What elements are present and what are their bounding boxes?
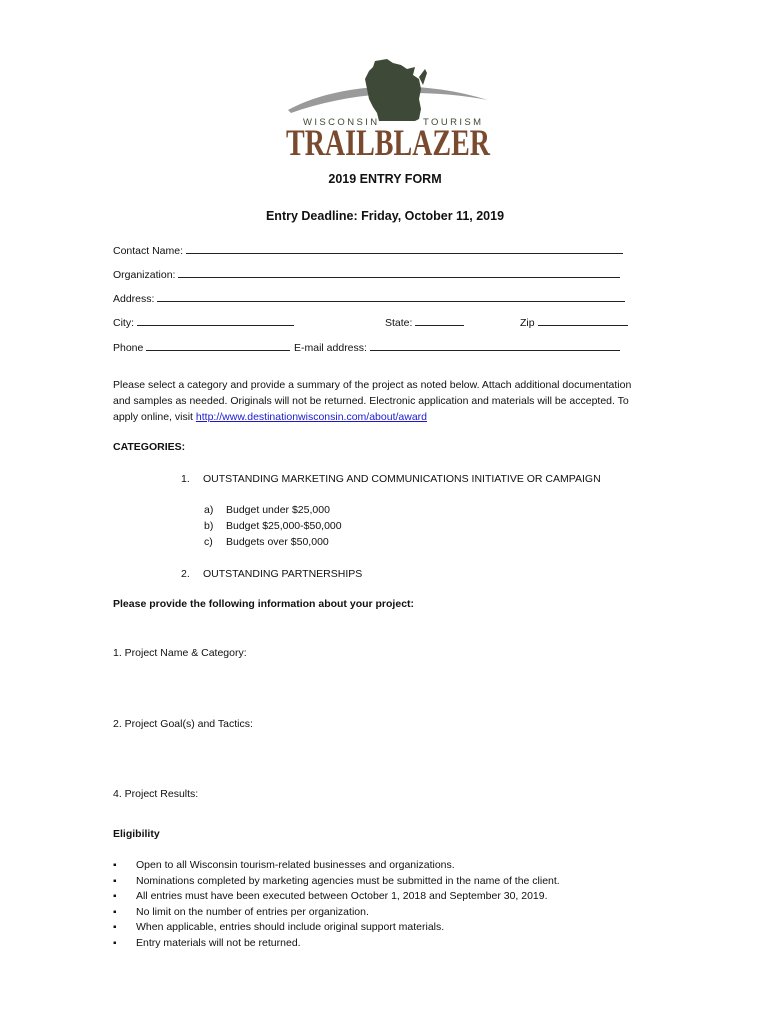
subcategory-letter: c)	[204, 536, 213, 548]
list-item: ▪ When applicable, entries should include original support materials.	[113, 920, 560, 936]
logo-word-tourism: TOURISM	[423, 117, 484, 128]
address-field[interactable]	[113, 291, 625, 305]
category-label: OUTSTANDING MARKETING AND COMMUNICATIONS INITIATIVE OR CAMPAIGN	[203, 473, 601, 485]
phone-field[interactable]	[113, 340, 290, 354]
email-line[interactable]	[370, 340, 620, 351]
state-label: State:	[385, 317, 413, 329]
logo-word-wisconsin: WISCONSIN	[303, 117, 380, 128]
wisconsin-map-icon	[365, 59, 421, 121]
list-item: ▪ No limit on the number of entries per organization.	[113, 905, 560, 921]
category-number: 1.	[181, 473, 190, 485]
contact-name-field[interactable]	[113, 243, 623, 257]
contact-name-line[interactable]	[186, 243, 623, 254]
state-line[interactable]	[415, 315, 464, 326]
categories-heading: CATEGORIES:	[113, 441, 186, 453]
email-label: E-mail address:	[294, 342, 367, 354]
list-item: ▪ Nominations completed by marketing agencies must be submitted in the name of the client.	[113, 874, 560, 890]
city-field[interactable]	[113, 315, 294, 329]
subcategory-label: Budget under $25,000	[226, 504, 330, 516]
phone-line[interactable]	[146, 340, 290, 351]
subcategory-letter: a)	[204, 504, 214, 516]
subcategory-label: Budget $25,000-$50,000	[226, 520, 342, 532]
category-label: OUTSTANDING PARTNERSHIPS	[203, 568, 363, 580]
list-item: ▪ All entries must have been executed between October 1, 2018 and September 30, 2019.	[113, 889, 560, 905]
city-line[interactable]	[137, 315, 294, 326]
project-info-heading: Please provide the following information about your project:	[113, 598, 415, 610]
list-item: ▪ Open to all Wisconsin tourism-related businesses and organizations.	[113, 858, 560, 874]
zip-line[interactable]	[538, 315, 628, 326]
zip-field[interactable]	[520, 315, 628, 329]
eligibility-heading: Eligibility	[113, 828, 160, 840]
project-results-question: 4. Project Results:	[113, 788, 199, 800]
subcategory-label: Budgets over $50,000	[226, 536, 329, 548]
trailblazer-logo	[283, 55, 493, 160]
subcategory-c[interactable]	[204, 536, 329, 548]
address-line[interactable]	[157, 291, 625, 302]
logo-word-trailblazer: TRAILBLAZER	[286, 123, 491, 160]
subcategory-a[interactable]	[204, 504, 330, 516]
city-label: City:	[113, 317, 134, 329]
state-field[interactable]	[385, 315, 464, 329]
category-number: 2.	[181, 568, 190, 580]
organization-label: Organization:	[113, 269, 176, 281]
subcategory-letter: b)	[204, 520, 214, 532]
project-name-question: 1. Project Name & Category:	[113, 647, 247, 659]
address-label: Address:	[113, 293, 155, 305]
entry-deadline: Entry Deadline: Friday, October 11, 2019	[265, 209, 505, 223]
email-field[interactable]	[294, 340, 620, 354]
instructions-paragraph	[113, 377, 633, 425]
apply-online-link[interactable]: http://www.destinationwisconsin.com/about/award	[195, 411, 428, 423]
project-goals-question: 2. Project Goal(s) and Tactics:	[113, 718, 253, 730]
category-item-2[interactable]	[181, 568, 362, 580]
organization-field[interactable]	[113, 267, 620, 281]
form-title: 2019 ENTRY FORM	[328, 172, 442, 186]
eligibility-list	[113, 858, 560, 952]
contact-name-label: Contact Name:	[113, 245, 184, 257]
zip-label: Zip	[520, 317, 535, 329]
organization-line[interactable]	[178, 267, 620, 278]
subcategory-b[interactable]	[204, 520, 342, 532]
phone-label: Phone	[113, 342, 144, 354]
list-item: ▪ Entry materials will not be returned.	[113, 936, 560, 952]
category-item-1[interactable]	[181, 473, 601, 485]
instructions-text: Please select a category and provide a summary of the project as noted below. Attach additional documentation and samples as needed. Originals will not be returned. Electronic application and materials will be accepted. To apply online, visit	[113, 379, 632, 423]
